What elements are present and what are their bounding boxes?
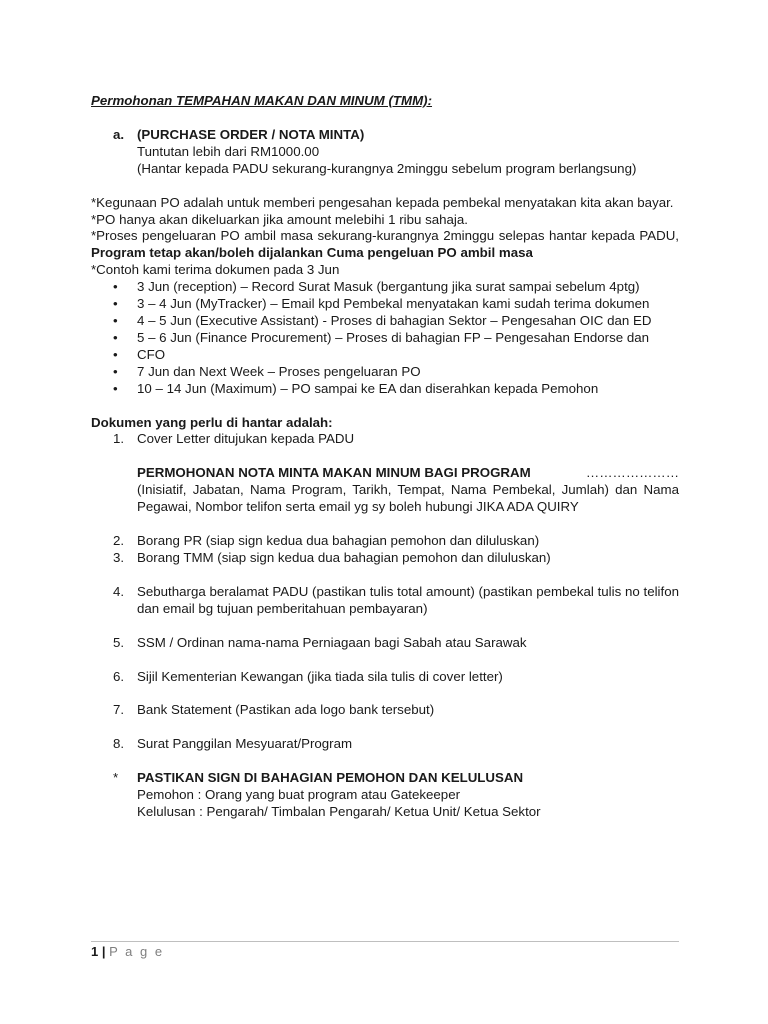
list-item <box>91 347 679 364</box>
docs-heading: Dokumen yang perlu di hantar adalah: <box>91 414 333 430</box>
list-item-text: 3 Jun (reception) – Record Surat Masuk (bergantung jika surat sampai sebelum 4ptg) <box>137 279 640 295</box>
section-a-heading: (PURCHASE ORDER / NOTA MINTA) <box>137 126 365 142</box>
list-number: 8. <box>113 736 125 752</box>
section-a-line1: Tuntutan lebih dari RM1000.00 <box>137 143 320 159</box>
section-a-marker: a. <box>113 126 125 142</box>
doc-item-6: Sijil Kementerian Kewangan (jika tiada sila tulis di cover letter) <box>137 668 503 684</box>
page-label: P a g e <box>109 944 165 959</box>
list-item-text: 3 – 4 Jun (MyTracker) – Email kpd Pembekal menyatakan kami sudah terima dokumen <box>137 296 650 312</box>
list-item <box>91 279 679 296</box>
document-page <box>91 93 679 821</box>
note-p4: *Contoh kami terima dokumen pada 3 Jun <box>91 262 340 278</box>
doc-item-1: Cover Letter ditujukan kepada PADU <box>137 431 355 447</box>
bullet-icon: • <box>113 363 118 379</box>
program-title <box>137 465 679 482</box>
final-note-heading: PASTIKAN SIGN DI BAHAGIAN PEMOHON DAN KELULUSAN <box>137 770 524 786</box>
asterisk-icon: * <box>113 770 119 786</box>
doc-item-3: Borang TMM (siap sign kedua dua bahagian pemohon dan diluluskan) <box>137 549 551 565</box>
note-p3 <box>91 228 679 262</box>
page-number: 1 <box>91 944 99 959</box>
list-item-text: 7 Jun dan Next Week – Proses pengeluaran PO <box>137 363 421 379</box>
list-item <box>91 431 679 516</box>
bullet-icon: • <box>113 296 118 312</box>
note-p1: *Kegunaan PO adalah untuk memberi pengesahan kepada pembekal menyatakan kita akan bayar. <box>91 194 674 210</box>
doc-item-4: Sebutharga beralamat PADU (pastikan tulis total amount) (pastikan pembekal tulis no telifon dan email bg tujuan pemberitahuan pembayaran) <box>137 583 679 616</box>
list-item <box>91 736 679 753</box>
docs-list <box>91 431 679 753</box>
doc-item-8: Surat Panggilan Mesyuarat/Program <box>137 736 353 752</box>
list-item-text: 10 – 14 Jun (Maximum) – PO sampai ke EA dan diserahkan kepada Pemohon <box>137 380 599 396</box>
list-number: 6. <box>113 668 125 684</box>
final-note <box>91 770 679 821</box>
note-p2: *PO hanya akan dikeluarkan jika amount melebihi 1 ribu sahaja. <box>91 211 468 227</box>
list-number: 3. <box>113 549 125 565</box>
section-a-line2: (Hantar kepada PADU sekurang-kurangnya 2minggu sebelum program berlangsung) <box>137 160 637 176</box>
list-item <box>91 364 679 381</box>
footer-separator: | <box>101 944 106 959</box>
list-item <box>91 313 679 330</box>
list-item <box>91 635 679 652</box>
program-title-dots: ………………… <box>585 465 679 481</box>
list-item-text: 5 – 6 Jun (Finance Procurement) – Proses di bahagian FP – Pengesahan Endorse dan <box>137 329 650 345</box>
bullet-icon: • <box>113 312 118 328</box>
bullet-icon: • <box>113 279 118 295</box>
timeline-list <box>91 279 679 397</box>
page-footer <box>91 941 679 959</box>
list-item <box>91 702 679 719</box>
program-title-text: PERMOHONAN NOTA MINTA MAKAN MINUM BAGI PROGRAM <box>137 465 531 481</box>
bullet-icon: • <box>113 329 118 345</box>
doc-item-5: SSM / Ordinan nama-nama Perniagaan bagi Sabah atau Sarawak <box>137 634 527 650</box>
list-number: 4. <box>113 583 125 599</box>
bullet-icon: • <box>113 380 118 396</box>
list-item-text: 4 – 5 Jun (Executive Assistant) - Proses di bahagian Sektor – Pengesahan OIC dan ED <box>137 312 652 328</box>
list-item <box>91 584 679 618</box>
list-item <box>91 533 679 550</box>
list-item <box>91 550 679 567</box>
list-item <box>91 296 679 313</box>
section-a <box>91 127 679 178</box>
list-item <box>91 330 679 347</box>
final-note-line1: Pemohon : Orang yang buat program atau Gatekeeper <box>137 787 461 803</box>
list-number: 2. <box>113 533 125 549</box>
list-number: 5. <box>113 634 125 650</box>
page-title: Permohonan TEMPAHAN MAKAN DAN MINUM (TMM): <box>91 93 433 108</box>
bullet-icon: • <box>113 346 118 362</box>
program-detail: (Inisiatif, Jabatan, Nama Program, Tarikh, Tempat, Nama Pembekal, Jumlah) dan Nama Pegawai, Nombor telifon serta email yg sy boleh hubungi JIKA ADA QUIRY <box>137 482 679 515</box>
list-item-text: CFO <box>137 346 166 362</box>
list-number: 7. <box>113 702 125 718</box>
doc-item-7: Bank Statement (Pastikan ada logo bank tersebut) <box>137 702 435 718</box>
note-p3-bold: Program tetap akan/boleh dijalankan Cuma pengeluan PO ambil masa <box>91 245 533 261</box>
list-number: 1. <box>113 431 125 447</box>
note-p3-text: *Proses pengeluaran PO ambil masa sekurang-kurangnya 2minggu selepas hantar kepada PADU, <box>91 228 679 244</box>
list-item <box>91 669 679 686</box>
final-note-line2: Kelulusan : Pengarah/ Timbalan Pengarah/ Ketua Unit/ Ketua Sektor <box>137 804 541 820</box>
list-item <box>91 381 679 398</box>
doc-item-2: Borang PR (siap sign kedua dua bahagian pemohon dan diluluskan) <box>137 533 540 549</box>
